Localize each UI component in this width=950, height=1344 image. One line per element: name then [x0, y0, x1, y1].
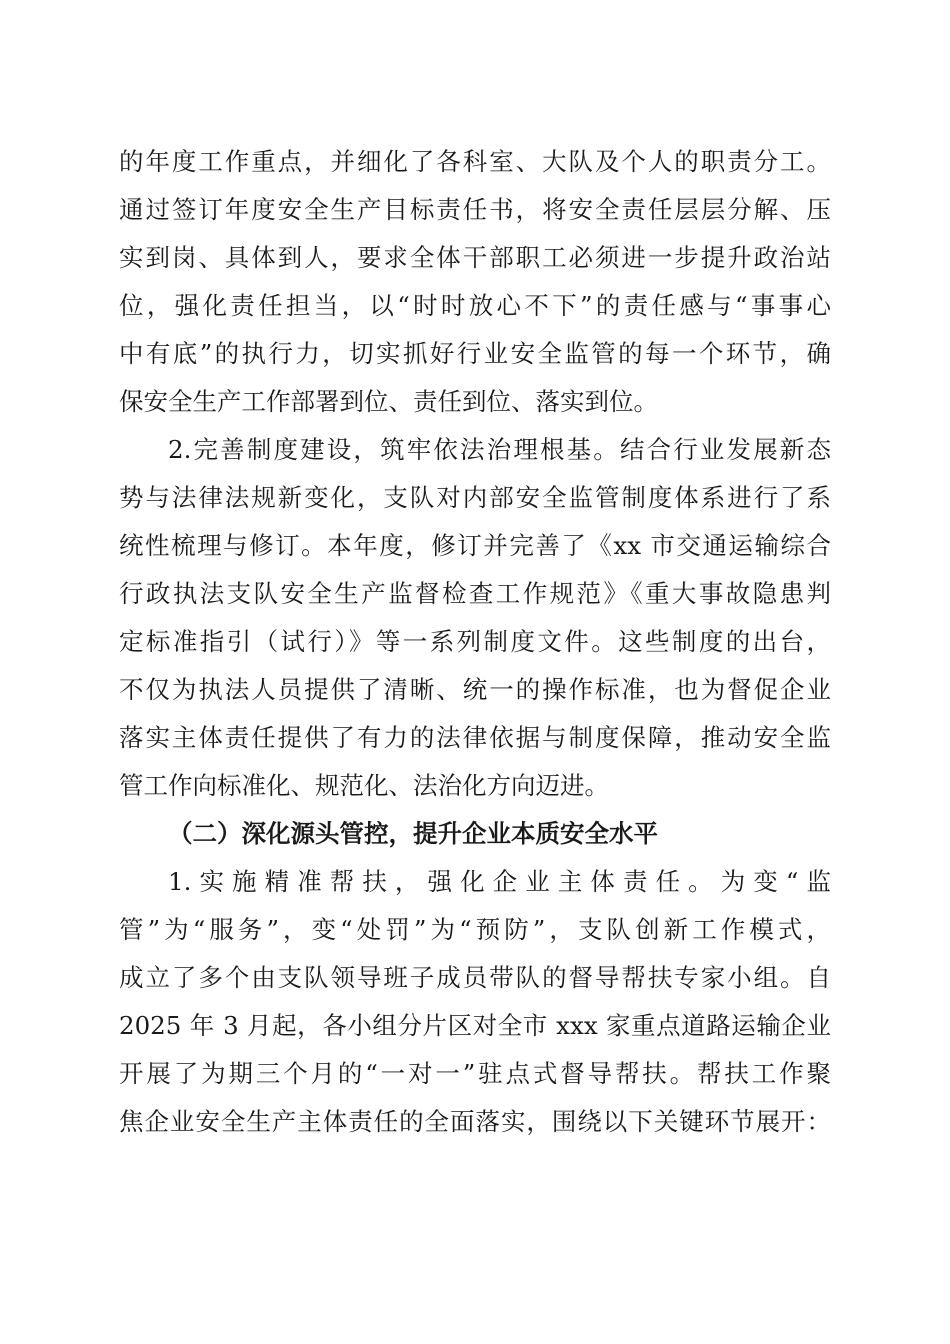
- text-line: 统性梳理与修订。本年度，修订并完善了《xx 市交通运输综合: [119, 531, 831, 560]
- text-line: 保安全生产工作部署到位、责任到位、落实到位。: [119, 387, 658, 416]
- text-line: 不仅为执法人员提供了清晰、统一的操作标准，也为督促企业: [119, 675, 831, 704]
- text-line: 行政执法支队安全生产监督检查工作规范》《重大事故隐患判: [119, 579, 831, 608]
- section-heading: （二）深化源头管控，提升企业本质安全水平: [168, 819, 658, 848]
- text-line: 开展了为期三个月的“一对一”驻点式督导帮扶。帮扶工作聚: [119, 1059, 831, 1088]
- text-line: 通过签订年度安全生产目标责任书，将安全责任层层分解、压: [119, 195, 831, 224]
- text-line: 位，强化责任担当，以“时时放心不下”的责任感与“事事心: [119, 291, 831, 320]
- text-line: 管”为“服务”，变“处罚”为“预防”，支队创新工作模式，: [119, 915, 831, 944]
- text-line: 势与法律法规新变化，支队对内部安全监管制度体系进行了系: [119, 483, 831, 512]
- text-line: 的年度工作重点，并细化了各科室、大队及个人的职责分工。: [119, 147, 831, 176]
- paragraph-first-line: 2.完善制度建设，筑牢依法治理根基。结合行业发展新态: [168, 435, 831, 464]
- paragraph-first-line: 1.实施精准帮扶，强化企业主体责任。为变“监: [168, 867, 831, 896]
- text-line: 中有底”的执行力，切实抓好行业安全监管的每一个环节，确: [119, 339, 831, 368]
- text-line: 落实主体责任提供了有力的法律依据与制度保障，推动安全监: [119, 723, 831, 752]
- text-line: 成立了多个由支队领导班子成员带队的督导帮扶专家小组。自: [119, 963, 831, 992]
- text-line: 2025 年 3 月起，各小组分片区对全市 xxx 家重点道路运输企业: [119, 1011, 831, 1040]
- text-line: 实到岗、具体到人，要求全体干部职工必须进一步提升政治站: [119, 243, 831, 272]
- text-line: 焦企业安全生产主体责任的全面落实，围绕以下关键环节展开：: [119, 1107, 831, 1136]
- text-line: 管工作向标准化、规范化、法治化方向迈进。: [119, 771, 609, 800]
- text-line: 定标准指引（试行）》等一系列制度文件。这些制度的出台，: [119, 627, 831, 656]
